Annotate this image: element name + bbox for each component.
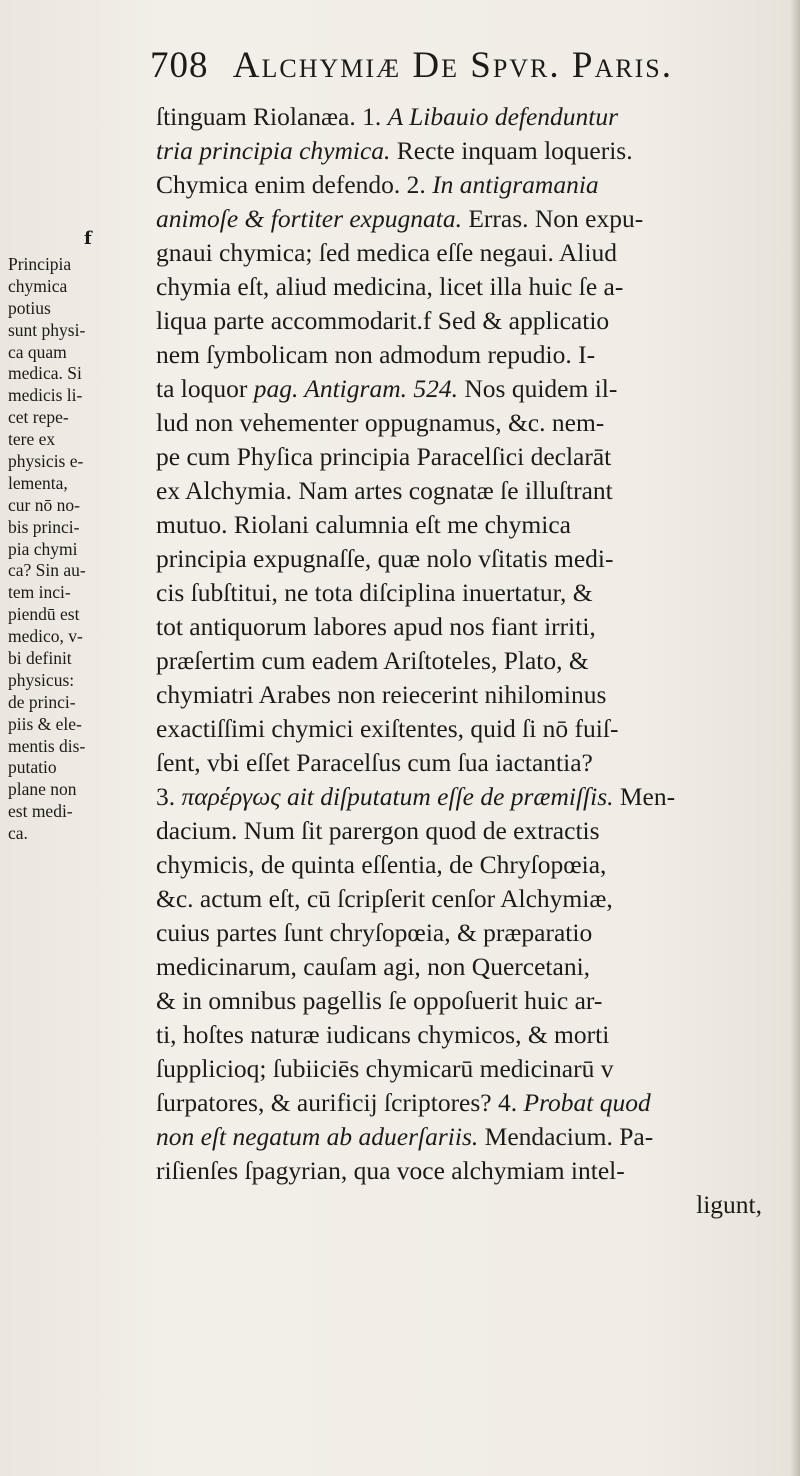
margin-note-line: plane non xyxy=(8,779,77,800)
margin-note-line: ca. xyxy=(8,823,28,844)
text-line xyxy=(156,474,796,508)
text-segment: gnaui chymica; ſed medica eſſe negaui. Aliud xyxy=(156,238,617,267)
text-line xyxy=(156,882,796,916)
margin-note-line: est medi- xyxy=(8,801,73,822)
text-line xyxy=(156,134,796,168)
text-segment: ti, hoſtes naturæ iudicans chymicos, & morti xyxy=(156,1020,610,1049)
text-line xyxy=(156,576,796,610)
text-segment: cuius partes ſunt chryſopœia, & præparatio xyxy=(156,918,593,947)
italic-segment: παρέργως ait diſputatum eſſe de præmiſſis. xyxy=(181,782,614,811)
text-segment: ſupplicioq; ſubiiciēs chymicarū medicinarū v xyxy=(156,1054,614,1083)
text-segment: liqua parte accommodarit.f Sed & applicatio xyxy=(156,306,610,335)
margin-note-line: piendū est xyxy=(8,604,80,625)
italic-segment: non eſt negatum ab aduerſariis. xyxy=(156,1122,479,1151)
text-segment: Men- xyxy=(613,782,676,811)
text-line xyxy=(156,202,796,236)
text-segment: principia expugnaſſe, quæ nolo vſitatis medi- xyxy=(156,544,614,573)
margin-note-line: physicus: xyxy=(8,669,75,690)
text-line xyxy=(156,780,796,814)
text-line xyxy=(156,508,796,542)
text-line xyxy=(156,950,796,984)
text-line xyxy=(156,644,796,678)
text-segment: ex Alchymia. Nam artes cognatæ ſe illuſtrant xyxy=(156,476,613,505)
margin-note-line: de princi- xyxy=(8,691,76,712)
text-segment: præſertim cum eadem Ariſtoteles, Plato, & xyxy=(156,646,589,675)
margin-note-line: tere ex xyxy=(8,429,56,450)
italic-segment: In antigramania xyxy=(432,170,599,199)
text-segment: ſtinguam Riolanæa. 1. xyxy=(156,102,388,131)
text-segment: chymia eſt, aliud medicina, licet illa huic ſe a- xyxy=(156,272,624,301)
text-segment: ta loquor xyxy=(156,374,254,403)
text-segment: Mendacium. Pa- xyxy=(478,1122,654,1151)
italic-segment: pag. Antigram. 524. xyxy=(253,374,458,403)
body-text xyxy=(156,100,796,1222)
text-segment: medicinarum, cauſam agi, non Quercetani, xyxy=(156,952,591,981)
text-segment: ſurpatores, & aurificij ſcriptores? 4. xyxy=(156,1088,524,1117)
text-segment: ligunt, xyxy=(696,1190,762,1219)
text-segment: exactiſſimi chymici exiſtentes, quid ſi nō fuiſ- xyxy=(156,714,619,743)
text-segment: ſent, vbi eſſet Paracelſus cum ſua iactantia? xyxy=(156,748,593,777)
margin-note-line: ca quam xyxy=(8,341,67,362)
text-segment: lud non vehementer oppugnamus, &c. nem- xyxy=(156,408,605,437)
text-segment: &c. actum eſt, cū ſcripſerit cenſor Alchymiæ, xyxy=(156,884,613,913)
margin-note-line: lementa, xyxy=(8,472,68,493)
text-segment: dacium. Num ſit parergon quod de extractis xyxy=(156,816,600,845)
text-segment: Nos quidem il- xyxy=(457,374,618,403)
text-segment: chymicis, de quinta eſſentia, de Chryſopœia, xyxy=(156,850,607,879)
text-line xyxy=(156,1154,796,1188)
margin-note-line: medico, v- xyxy=(8,626,83,647)
margin-note-line: cet repe- xyxy=(8,407,69,428)
text-line xyxy=(156,168,796,202)
text-line xyxy=(156,984,796,1018)
text-line xyxy=(156,542,796,576)
text-line xyxy=(156,1052,796,1086)
page-edge-shadow xyxy=(790,0,800,1476)
text-segment: Chymica enim defendo. 2. xyxy=(156,170,433,199)
margin-note-line: potius xyxy=(8,297,51,318)
text-line xyxy=(156,372,796,406)
text-segment: Recte inquam loqueris. xyxy=(390,136,633,165)
margin-note-line: piis & ele- xyxy=(8,713,82,734)
text-line xyxy=(156,610,796,644)
italic-segment: Probat quod xyxy=(523,1088,651,1117)
margin-note-line: cur nō no- xyxy=(8,494,80,515)
marginal-note xyxy=(8,254,156,845)
text-line xyxy=(156,270,796,304)
text-line xyxy=(156,440,796,474)
margin-note-line: bi definit xyxy=(8,648,72,669)
margin-note-line: medica. Si xyxy=(8,363,82,384)
text-line xyxy=(156,338,796,372)
margin-note-line: physicis e- xyxy=(8,451,84,472)
text-segment: 3. xyxy=(156,782,182,811)
margin-note-line: mentis dis- xyxy=(8,735,86,756)
text-line xyxy=(156,1188,796,1222)
text-line xyxy=(156,406,796,440)
text-line xyxy=(156,916,796,950)
text-segment: mutuo. Riolani calumnia eſt me chymica xyxy=(156,510,571,539)
italic-segment: A Libauio defenduntur xyxy=(387,102,619,131)
margin-reference-marker: f xyxy=(84,228,92,249)
italic-segment: animoſe & fortiter expugnata. xyxy=(156,204,462,233)
text-line xyxy=(156,746,796,780)
margin-note-line: medicis li- xyxy=(8,385,83,406)
text-line xyxy=(156,100,796,134)
margin-note-line: ca? Sin au- xyxy=(8,560,86,581)
italic-segment: tria principia chymica. xyxy=(156,136,391,165)
text-segment: nem ſymbolicam non admodum repudio. I- xyxy=(156,340,596,369)
margin-note-line: Principia xyxy=(8,254,72,274)
text-segment: chymiatri Arabes non reiecerint nihilominus xyxy=(156,680,607,709)
margin-note-line: bis princi- xyxy=(8,516,80,537)
text-line xyxy=(156,678,796,712)
text-line xyxy=(156,304,796,338)
running-head xyxy=(150,44,770,87)
margin-note-line: putatio xyxy=(8,757,57,778)
text-line xyxy=(156,712,796,746)
text-line xyxy=(156,1086,796,1120)
text-segment: tot antiquorum labores apud nos fiant irriti, xyxy=(156,612,596,641)
text-line xyxy=(156,1018,796,1052)
page-number: 708 xyxy=(150,45,209,86)
text-line xyxy=(156,848,796,882)
margin-note-line: sunt physi- xyxy=(8,319,86,340)
text-line xyxy=(156,814,796,848)
text-segment: Erras. Non expu- xyxy=(461,204,644,233)
margin-note-line: tem inci- xyxy=(8,582,71,603)
text-segment: cis ſubſtitui, ne tota diſciplina inuertatur, & xyxy=(156,578,593,607)
text-segment: & in omnibus pagellis ſe oppoſuerit huic ar- xyxy=(156,986,603,1015)
running-title: Alchymiæ De Spvr. Paris. xyxy=(232,45,673,86)
text-segment: pe cum Phyſica principia Paracelſici declarāt xyxy=(156,442,612,471)
text-segment: riſienſes ſpagyrian, qua voce alchymiam intel- xyxy=(156,1156,625,1185)
text-line xyxy=(156,1120,796,1154)
margin-note-line: chymica xyxy=(8,275,68,296)
text-line xyxy=(156,236,796,270)
margin-note-line: pia chymi xyxy=(8,538,78,559)
